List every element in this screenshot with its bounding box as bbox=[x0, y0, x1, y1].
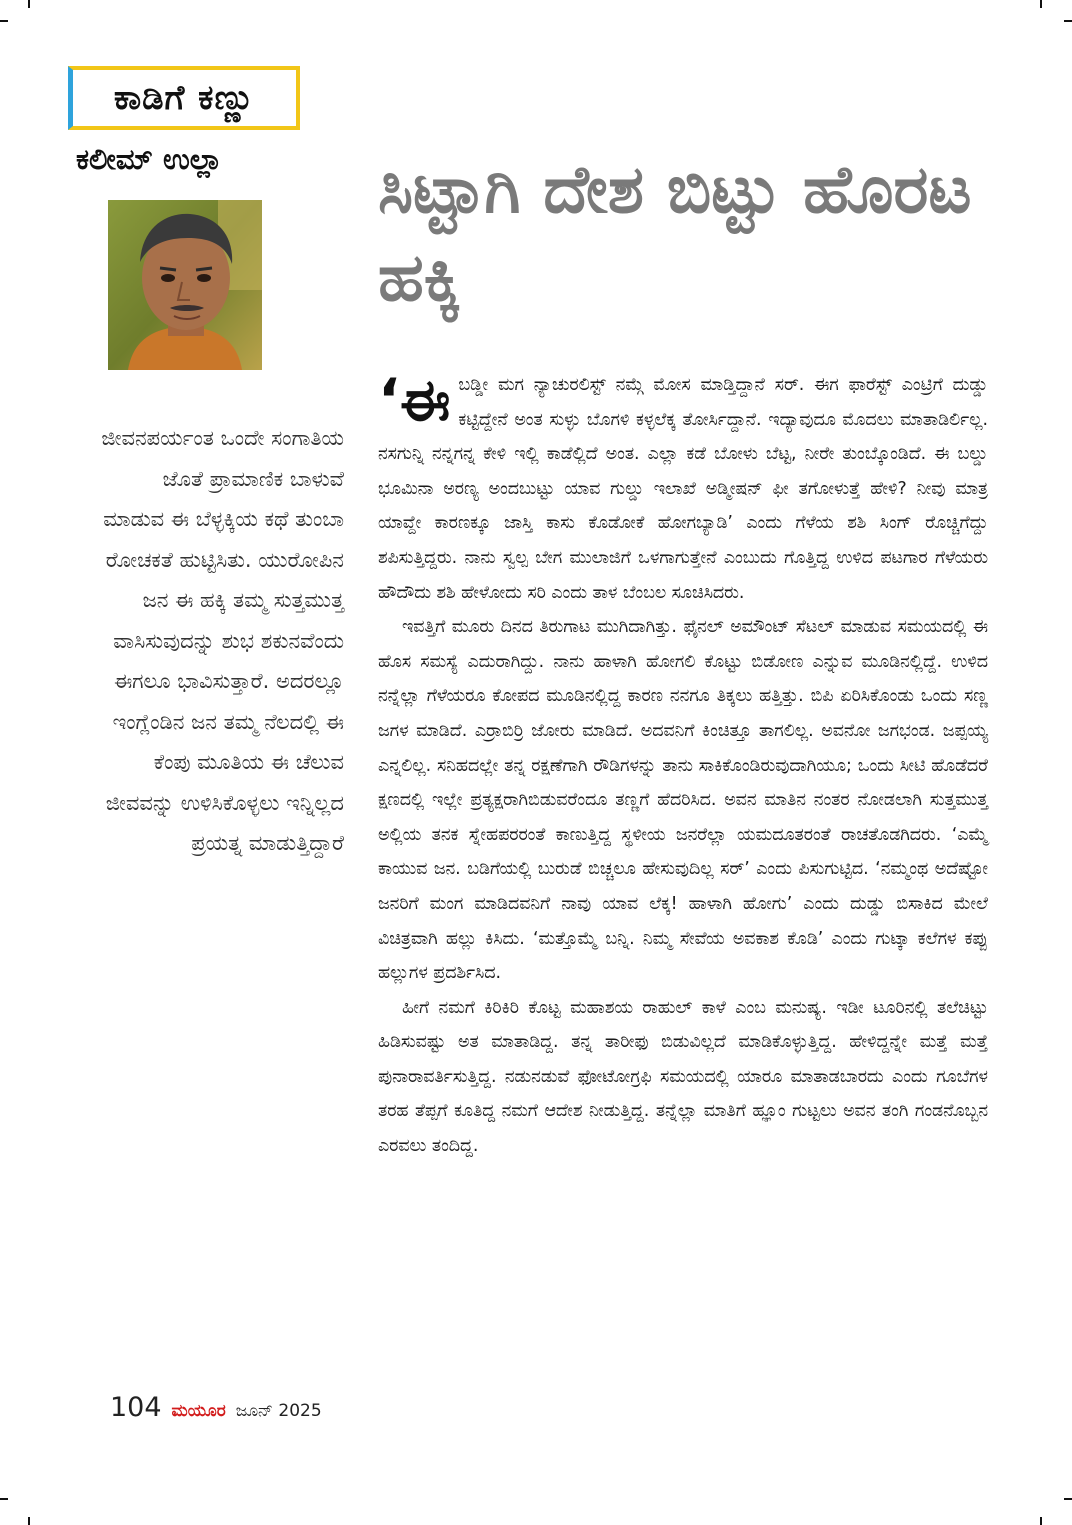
column-title-box bbox=[68, 66, 300, 130]
article-paragraph-3: ಹೀಗೆ ನಮಗೆ ಕಿರಿಕಿರಿ ಕೊಟ್ಟ ಮಹಾಶಯ ರಾಹುಲ್ ಕಾಳೆ ಎಂಬ ಮನುಷ್ಯ. ಇಡೀ ಟೂರಿನಲ್ಲಿ ತಲೆಚಿಟ್ಟು ಹಿಡಿಸುವಷ್ಟು ಅತ ಮಾತಾಡಿದ್ದ. ತನ್ನ ತಾರೀಫು ಬಿಡುವಿಲ್ಲದೆ ಮಾಡಿಕೊಳ್ಳುತ್ತಿದ್ದ. ಹೇಳಿದ್ದನ್ನೇ ಮತ್ತೆ ಮತ್ತೆ ಪುನಾರಾವರ್ತಿಸುತ್ತಿದ್ದ. ನಡುನಡುವೆ ಫೋಟೋಗ್ರಫಿ ಸಮಯದಲ್ಲಿ ಯಾರೂ ಮಾತಾಡಬಾರದು ಎಂದು ಗೂಬೆಗಳ ತರಹ ತೆಪ್ಪಗೆ ಕೂತಿದ್ದ ನಮಗೆ ಆದೇಶ ನೀಡುತ್ತಿದ್ದ. ತನ್ನೆಲ್ಲಾ ಮಾತಿಗೆ ಹ್ಞೂಂ ಗುಟ್ಟಲು ಅವನ ತಂಗಿ ಗಂಡನೊಬ್ಬನ ಎರವಲು ತಂದಿದ್ದ. bbox=[378, 997, 988, 1157]
article-paragraph-2: ಇವತ್ತಿಗೆ ಮೂರು ದಿನದ ತಿರುಗಾಟ ಮುಗಿದಾಗಿತ್ತು. ಫೈನಲ್ ಅಮೌಂಟ್ ಸೆಟಲ್ ಮಾಡುವ ಸಮಯದಲ್ಲಿ ಈ ಹೊಸ ಸಮಸ್ಯೆ ಎದುರಾಗಿದ್ದು. ನಾನು ಹಾಳಾಗಿ ಹೋಗಲಿ ಕೊಟ್ಟು ಬಿಡೋಣ ಎನ್ನುವ ಮೂಡಿನಲ್ಲಿದ್ದೆ. ಉಳಿದ ನನ್ನೆಲ್ಲಾ ಗೆಳೆಯರೂ ಕೋಪದ ಮೂಡಿನಲ್ಲಿದ್ದ ಕಾರಣ ನನಗೂ ತಿಕ್ಕಲು ಹತ್ತಿತ್ತು. ಬಿಪಿ ಏರಿಸಿಕೊಂಡು ಒಂದು ಸಣ್ಣ ಜಗಳ ಮಾಡಿದೆ. ಎರ್ರಾಬಿರ್ರಿ ಜೋರು ಮಾಡಿದೆ. ಅದವನಿಗೆ ಕಿಂಚಿತ್ತೂ ತಾಗಲಿಲ್ಲ. ಅವನೋ ಜಗಭಂಡ. ಜಪ್ಪಯ್ಯ ಎನ್ನಲಿಲ್ಲ. ಸನಿಹದಲ್ಲೇ ತನ್ನ ರಕ್ಷಣೆಗಾಗಿ ರೌಡಿಗಳನ್ನು ತಾನು ಸಾಕಿಕೊಂಡಿರುವುದಾಗಿಯೂ; ಒಂದು ಸೀಟಿ ಹೊಡೆದರೆ ಕ್ಷಣದಲ್ಲಿ ಇಲ್ಲೇ ಪ್ರತ್ಯಕ್ಷರಾಗಿಬಿಡುವರೆಂದೂ ತಣ್ಣಗೆ ಹೆದರಿಸಿದ. ಅವನ ಮಾತಿನ ನಂತರ ನೋಡಲಾಗಿ ಸುತ್ತಮುತ್ತ ಅಲ್ಲಿಯ ತನಕ ಸ್ನೇಹಪರರಂತೆ ಕಾಣುತ್ತಿದ್ದ ಸ್ಥಳೀಯ ಜನರೆಲ್ಲಾ ಯಮದೂತರಂತೆ ರಾಚತೊಡಗಿದರು. ‘ಎಮ್ಮೆ ಕಾಯುವ ಜನ. ಬಡಿಗೆಯಲ್ಲಿ ಬುರುಡೆ ಬಿಚ್ಚಲೂ ಹೇಸುವುದಿಲ್ಲ ಸರ್’ ಎಂದು ಪಿಸುಗುಟ್ಟಿದ. ‘ನಮ್ಮಂಥ ಅದೆಷ್ಟೋ ಜನರಿಗೆ ಮಂಗ ಮಾಡಿದವನಿಗೆ ನಾವು ಯಾವ ಲೆಕ್ಕ! ಹಾಳಾಗಿ ಹೋಗು’ ಎಂದು ದುಡ್ಡು ಬಿಸಾಕಿದ ಮೇಲೆ ವಿಚಿತ್ರವಾಗಿ ಹಲ್ಲು ಕಿಸಿದು. ‘ಮತ್ತೊಮ್ಮೆ ಬನ್ನಿ. ನಿಮ್ಮ ಸೇವೆಯ ಅವಕಾಶ ಕೊಡಿ’ ಎಂದು ಗುಟ್ಕಾ ಕಲೆಗಳ ಕಪ್ಪು ಹಲ್ಲುಗಳ ಪ್ರದರ್ಶಿಸಿದ. bbox=[378, 617, 988, 984]
sidebar-pull-quote: ಜೀವನಪರ್ಯಂತ ಒಂದೇ ಸಂಗಾತಿಯ ಜೊತೆ ಪ್ರಾಮಾಣಿಕ ಬಾಳುವೆ ಮಾಡುವ ಈ ಬೆಳ್ಳಕ್ಕಿಯ ಕಥೆ ತುಂಬಾ ರೋಚಕತೆ ಹುಟ್ಟಿಸಿತು. ಯುರೋಪಿನ ಜನ ಈ ಹಕ್ಕಿ ತಮ್ಮ ಸುತ್ತಮುತ್ತ ವಾಸಿಸುವುದನ್ನು ಶುಭ ಶಕುನವೆಂದು ಈಗಲೂ ಭಾವಿಸುತ್ತಾರೆ. ಅದರಲ್ಲೂ ಇಂಗ್ಲೆಂಡಿನ ಜನ ತಮ್ಮ ನೆಲದಲ್ಲಿ ಈ ಕೆಂಪು ಮೂತಿಯ ಈ ಚೆಲುವ ಜೀವವನ್ನು ಉಳಿಸಿಕೊಳ್ಳಲು ಇನ್ನಿಲ್ಲದ ಪ್ರಯತ್ನ ಮಾಡುತ್ತಿದ್ದಾರೆ bbox=[101, 426, 344, 855]
article-headline: ಸಿಟ್ಟಾಗಿ ದೇಶ ಬಿಟ್ಟು ಹೊರಟ ಹಕ್ಕಿ bbox=[378, 151, 972, 316]
paragraph-1-text: ಬಡ್ಡೀ ಮಗ ನ್ಯಾಚುರಲಿಸ್ಟ್ ನಮ್ಗೆ ಮೋಸ ಮಾಡ್ತಿದ್ದಾನೆ ಸರ್. ಈಗ ಫಾರೆಸ್ಟ್ ಎಂಟ್ರಿಗೆ ದುಡ್ಡು ಕಟ್ಟಿದ್ದೇನೆ ಅಂತ ಸುಳ್ಳು ಬೊಗಳಿ ಕಳ್ಳಲೆಕ್ಕ ತೋರ್ಸಿದ್ದಾನೆ. ಇದ್ಯಾವುದೂ ಮೊದಲು ಮಾತಾಡಿರ್ಲಿಲ್ಲ. ನಸಗುನ್ನಿ ನನ್ನಗನ್ನ ಕೇಳಿ ಇಲ್ಲಿ ಕಾಡೆಲ್ಲಿದೆ ಅಂತ. ಎಲ್ಲಾ ಕಡೆ ಬೋಳು ಬೆಟ್ಟ, ನೀರೇ ತುಂಬ್ಕೊಂಡಿದೆ. ಈ ಬಲ್ಡು ಭೂಮಿನಾ ಅರಣ್ಯ ಅಂದಬುಟ್ಟು ಯಾವ ಗುಲ್ಡು ಇಲಾಖೆ ಅಡ್ಮೀಷನ್ ಫೀ ತಗೋಳುತ್ತೆ ಹೇಳಿ? ನೀವು ಮಾತ್ರ ಯಾವ್ದೇ ಕಾರಣಕ್ಕೂ ಜಾಸ್ತಿ ಕಾಸು ಕೊಡೋಕೆ ಹೋಗಬ್ಯಾಡಿ’ ಎಂದು ಗೆಳೆಯ ಶಶಿ ಸಿಂಗ್ ರೊಚ್ಚಿಗೆದ್ದು ಶಪಿಸುತ್ತಿದ್ದರು. ನಾನು ಸ್ವಲ್ಪ ಬೇಗ ಮುಲಾಜಿಗೆ ಒಳಗಾಗುತ್ತೇನೆ ಎಂಬುದು ಗೊತ್ತಿದ್ದ ಉಳಿದ ಪಟಗಾರ ಗೆಳೆಯರು ಹೌದೌದು ಶಶಿ ಹೇಳೋದು ಸರಿ ಎಂದು ತಾಳ ಬೆಂಬಲ ಸೂಚಿಸಿದರು. bbox=[378, 375, 988, 603]
magazine-name: ಮಯೂರ bbox=[171, 1401, 226, 1421]
crop-mark-bottom-right-v bbox=[1040, 1517, 1042, 1525]
article-paragraph-1 bbox=[378, 368, 988, 610]
drop-cap: ‘ಈ bbox=[378, 366, 451, 434]
crop-mark-bottom-left-v bbox=[28, 1517, 30, 1525]
crop-mark-top-left bbox=[0, 20, 8, 22]
page-number: 104 bbox=[110, 1392, 162, 1423]
column-title: ಕಾಡಿಗೆ ಕಣ್ಣು bbox=[113, 78, 256, 118]
author-name: ಕಲೀಮ್ ಉಲ್ಲಾ bbox=[76, 142, 223, 176]
author-photo bbox=[108, 200, 262, 370]
page-footer bbox=[110, 1392, 322, 1423]
crop-mark-bottom-right bbox=[1064, 1498, 1072, 1500]
crop-mark-bottom-left bbox=[0, 1498, 8, 1500]
crop-mark-top-left-v bbox=[28, 0, 30, 8]
article-body bbox=[378, 368, 988, 1164]
crop-mark-top-right bbox=[1064, 20, 1072, 22]
issue-date: ಜೂನ್ 2025 bbox=[235, 1401, 322, 1421]
crop-mark-top-right-v bbox=[1040, 0, 1042, 8]
